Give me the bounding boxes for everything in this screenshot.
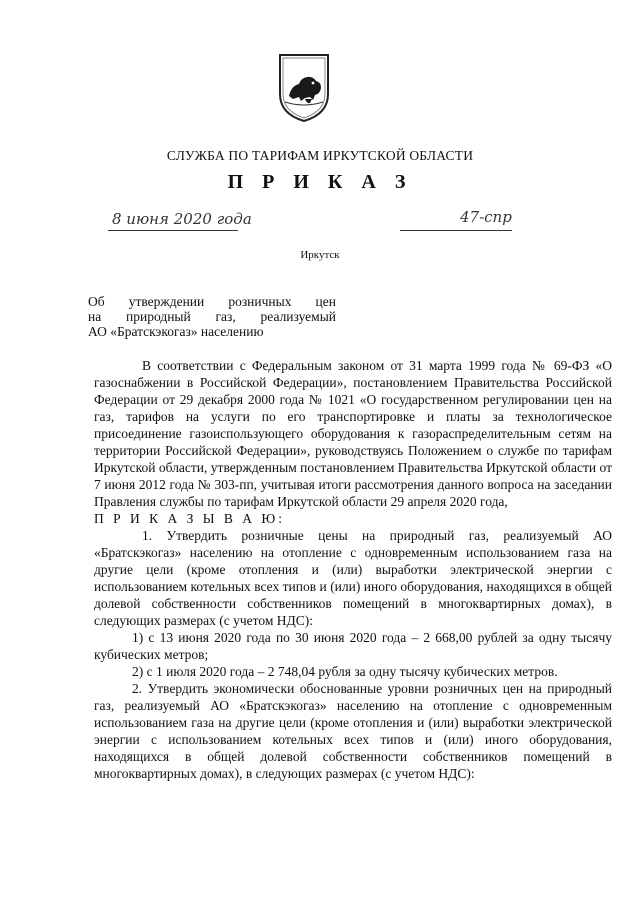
date-underline [108,230,238,231]
city-name: Иркутск [300,249,340,261]
subject-line-2: на природный газ, реализуемый [88,309,336,324]
item-1-subitem-1: 1) с 13 июня 2020 года по 30 июня 2020 года – 2 668,00 рублей за одну тысячу кубических метров; [94,630,612,662]
item-2-paragraph: 2. Утвердить экономически обоснованные уровни розничных цен на природный газ, реализуемый АО «Братскэкогаз» населению на отопление с одновременным использованием газа на другие цели (кроме отопления и (или) выработки электрической энергии с использованием котельных всех типов и (или) иного оборудования, находящихся в общей долевой собственности собственников помещений в многоквартирных домах), в следующих размерах (с учетом НДС): [94,681,612,781]
document-type-title: П Р И К А З [227,171,413,193]
organization-name: СЛУЖБА ПО ТАРИФАМ ИРКУТСКОЙ ОБЛАСТИ [166,148,474,163]
order-heading: П Р И К А З Ы В А Ю: [94,511,286,526]
handwritten-date: 8 июня 2020 года [112,210,252,228]
item-1-subitem-2: 2) с 1 июля 2020 года – 2 748,04 рубля за одну тысячу кубических метров. [132,664,558,679]
preamble-paragraph: В соответствии с Федеральным законом от 31 марта 1999 года № 69-ФЗ «О газоснабжении в Российской Федерации», постановлением Правительства Российской Федерации от 29 декабря 2000 года № 1021 «О государственном регулировании цен на газ, тарифов на услуги по его транспортировке и платы за технологическое присоединение газоиспользующего оборудования к газораспределительным сетям на территории Российской Федерации», руководствуясь Положением о службе по тарифам Иркутской области, утвержденным постановлением Правительства Иркутской области от 7 июня 2012 года № 303-пп, учитывая итоги рассмотрения данного вопроса на заседании Правления службы по тарифам Иркутской области 29 апреля 2020 года, [94,358,612,509]
item-1-paragraph: 1. Утвердить розничные цены на природный газ, реализуемый АО «Братскэкогаз» населению на отопление с одновременным использованием газа на другие цели (кроме отопления и (или) выработки электрической энергии с использованием котельных всех типов и (или) иного оборудования, находящихся в общей долевой собственности собственников помещений в многоквартирных домах), в следующих размерах (с учетом НДС): [94,528,612,628]
coat-of-arms-emblem [277,52,331,124]
handwritten-order-number: 47-спр [460,208,512,226]
order-subject [88,294,336,339]
subject-line-1: Об утверждении розничных цен [88,294,336,309]
subject-line-3: АО «Братскэкогаз» населению [88,324,264,339]
order-body [94,357,612,782]
number-underline [400,230,512,231]
